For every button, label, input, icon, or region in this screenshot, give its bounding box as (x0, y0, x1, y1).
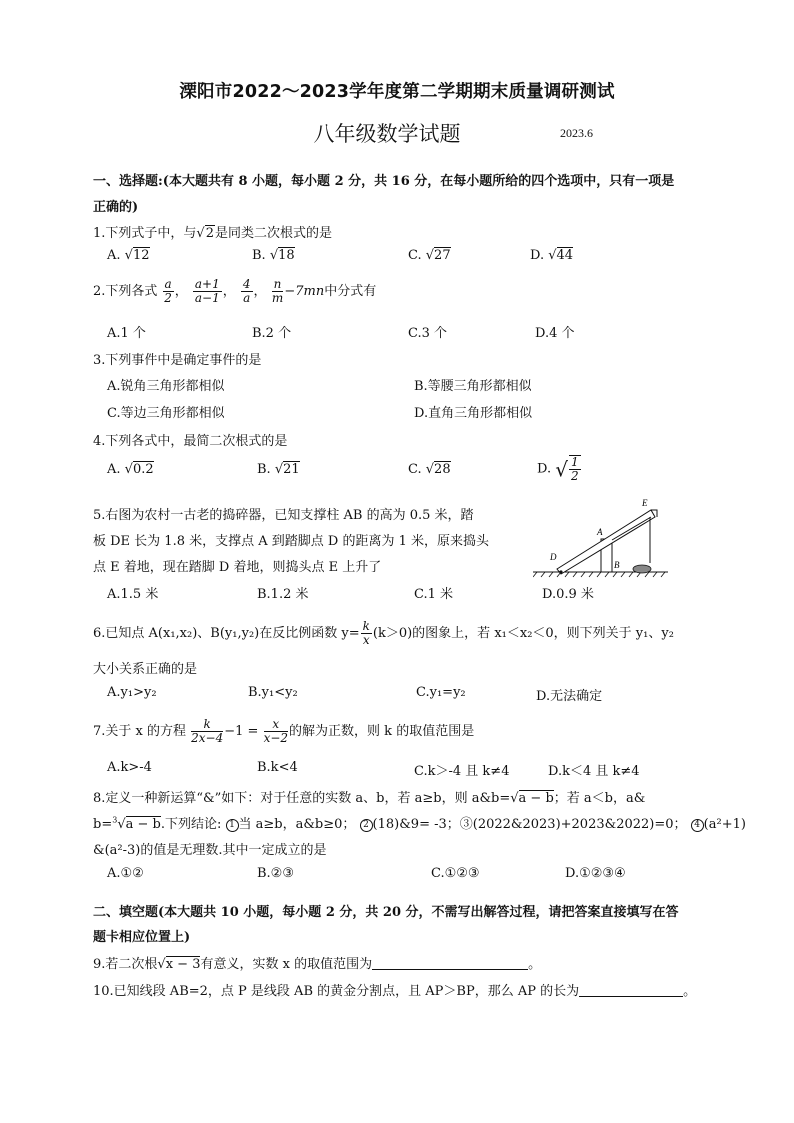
q1-option-d: D. √44 (530, 248, 574, 263)
sqrt-icon: √2 (196, 226, 214, 241)
pounder-diagram (533, 495, 668, 580)
q8-option-b: B.②③ (257, 866, 294, 881)
mortar-stone (633, 565, 651, 573)
q2-option-c: C.3 个 (408, 326, 448, 341)
q5-option-b: B.1.2 米 (257, 587, 309, 602)
section2-heading-line1: 二、填空题(本大题共 10 小题，每小题 2 分，共 20 分，不需写出解答过程，请把答案直接填写在答 (93, 905, 679, 920)
q6-option-d: D.无法确定 (536, 689, 603, 704)
q5-line1: 5.右图为农村一古老的捣碎器，已知支撑柱 AB 的高为 0.5 米，踏 (93, 508, 474, 523)
q3-stem: 3.下列事件中是确定事件的是 (93, 353, 262, 368)
q5-option-c: C.1 米 (414, 587, 454, 602)
exam-subtitle (0, 118, 794, 148)
q3-option-d: D.直角三角形都相似 (414, 406, 533, 421)
q7-option-d: D.k＜4 且 k≠4 (548, 764, 640, 779)
q3-option-b: B.等腰三角形都相似 (414, 379, 532, 394)
answer-blank[interactable] (372, 956, 528, 970)
exam-date: 2023.6 (560, 126, 593, 140)
q1-stem: 1.下列式子中，与√2是同类二次根式的是 (93, 226, 332, 241)
q8-line1: 8.定义一种新运算“&”如下：对于任意的实数 a、b，若 a≥b，则 a&b=√a − b；若 a＜b，a& (93, 791, 646, 806)
circled-1: 1 (226, 819, 239, 832)
q2-option-d: D.4 个 (535, 326, 575, 341)
q4-stem: 4.下列各式中，最简二次根式的是 (93, 434, 288, 449)
fraction: $\frac{k}{2x-4}$ (191, 717, 224, 745)
circled-4: 4 (691, 819, 704, 832)
section2-heading-line2: 题卡相应位置上) (93, 930, 191, 945)
q6-line1: 6.已知点 A(x₁,x₂)、B(y₁,y₂)在反比例函数 y= $\frac{k}{x}$ (k＞0)的图象上，若 x₁＜x₂＜0，则下列关于 y₁、y₂ (93, 619, 674, 647)
q3-option-c: C.等边三角形都相似 (107, 406, 225, 421)
fraction: $\frac{a+1}{a-1}$ (194, 277, 220, 305)
q6-option-b: B.y₁<y₂ (248, 685, 298, 700)
q5-option-d: D.0.9 米 (542, 587, 594, 602)
q10-stem: 10.已知线段 AB=2，点 P 是线段 AB 的黄金分割点，且 AP＞BP，那么 AP 的长为 。 (93, 984, 697, 999)
section1-heading-line1: 一、选择题:(本大题共有 8 小题，每小题 2 分，共 16 分，在每小题所给的四个选项中，只有一项是 (93, 174, 675, 189)
q1-option-a: A. √12 (107, 248, 150, 263)
fraction: $\frac{n}{m}$ (271, 277, 284, 305)
exam-title: 溧阳市2022～2023学年度第二学期期末质量调研测试 (179, 82, 615, 102)
q7-option-b: B.k<4 (257, 760, 298, 775)
fraction: $\frac{a}{2}$ (164, 277, 172, 305)
label-e: E (642, 498, 648, 508)
q8-line2: b=$^3$√a − b.下列结论: 1 当 a≥b，a&b≥0； 2 (18)&9= -3；③(2022&2023)+2023&2022)=0； 4 (a²+1) (93, 815, 746, 832)
q8-line3: &(a²-3)的值是无理数.其中一定成立的是 (93, 843, 327, 858)
q2-stem: 2.下列各式 $\frac{a}{2}$ ， $\frac{a+1}{a-1}$ ， $\frac{4}{a}$ ， $\frac{n}{m}$ −7mn中分式有 (93, 277, 377, 305)
fraction: $\frac{4}{a}$ (242, 277, 251, 305)
q4-option-c: C. √28 (408, 462, 451, 477)
q5-line3: 点 E 着地，现在踏脚 D 着地，则捣头点 E 上升了 (93, 560, 382, 575)
q5-line2: 板 DE 长为 1.8 米，支撑点 A 到踏脚点 D 的距离为 1 米，原来捣头 (93, 534, 489, 549)
circled-2: 2 (360, 819, 373, 832)
q8-option-d: D.①②③④ (565, 866, 626, 881)
q7-option-a: A.k>-4 (107, 760, 152, 775)
q6-line2: 大小关系正确的是 (93, 662, 198, 677)
q1-option-b: B. √18 (252, 248, 295, 263)
fraction: $\frac{k}{x}$ (362, 619, 370, 647)
q7-stem: 7.关于 x 的方程 $\frac{k}{2x-4}$ −1 = $\frac{x}{x-2}$ 的解为正数，则 k 的取值范围是 (93, 717, 475, 745)
q4-option-d: D. √ $\frac{1}{2}$ (537, 455, 579, 483)
q8-option-a: A.①② (107, 866, 144, 881)
subtitle-text: 八年级数学试题 (313, 122, 461, 146)
q4-option-a: A. √0.2 (107, 462, 154, 477)
q7-option-c: C.k＞-4 且 k≠4 (414, 764, 510, 779)
q5-option-a: A.1.5 米 (107, 587, 159, 602)
label-b: B (614, 560, 620, 570)
q3-option-a: A.锐角三角形都相似 (107, 379, 225, 394)
point-d (559, 570, 562, 573)
section1-heading-line2: 正确的) (93, 200, 139, 215)
q9-stem: 9.若二次根√x − 3有意义，实数 x 的取值范围为 。 (93, 957, 542, 972)
q2-option-b: B.2 个 (252, 326, 292, 341)
q2-option-a: A.1 个 (107, 326, 146, 341)
answer-blank[interactable] (579, 983, 683, 997)
q8-option-c: C.①②③ (431, 866, 480, 881)
label-d: D (550, 552, 557, 562)
q6-option-a: A.y₁>y₂ (107, 685, 157, 700)
q1-option-c: C. √27 (408, 248, 451, 263)
q4-option-b: B. √21 (257, 462, 300, 477)
q6-option-c: C.y₁=y₂ (416, 685, 466, 700)
fraction: $\frac{x}{x-2}$ (263, 717, 289, 745)
label-a: A (597, 527, 603, 537)
